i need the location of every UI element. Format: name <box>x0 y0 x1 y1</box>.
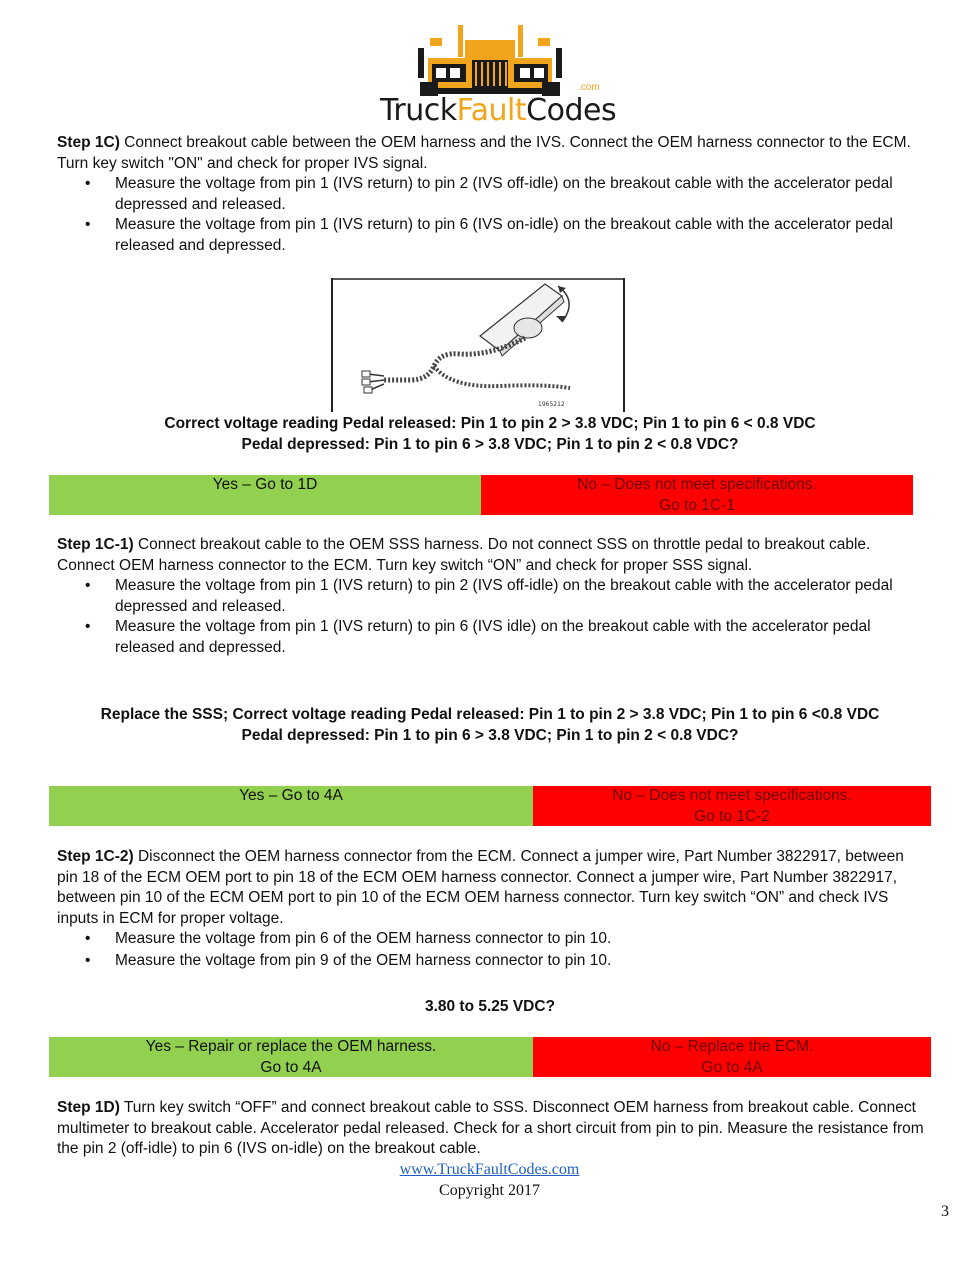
step-1c1-label: Step 1C-1) <box>57 536 134 553</box>
step-1c-label: Step 1C) <box>57 134 120 151</box>
figure-id: 1965212 <box>538 401 565 408</box>
yes-cell <box>49 786 533 826</box>
step-1c-text: Connect breakout cable between the OEM harness and the IVS. Connect the OEM harness connector to the ECM. Turn key switch "ON" and check for proper IVS signal. <box>57 134 911 172</box>
step-1c1-quote: “ON” <box>487 556 522 574</box>
step-1c1-bullets <box>57 576 927 658</box>
step-1d-paragraph <box>57 1098 927 1160</box>
throttle-pedal-illustration <box>330 276 626 412</box>
no-goto: Go to 1C-1 <box>659 496 735 514</box>
yes-cell <box>49 475 481 515</box>
step-1c2-quote: switch “ON” <box>703 889 785 906</box>
list-item: • Measure the voltage from pin 1 (IVS return) to pin 6 (IVS on-idle) on the breakout cable with the accelerator pedal released and depressed. <box>57 215 927 256</box>
question-line: Pedal depressed: Pin 1 to pin 6 > 3.8 VDC; Pin 1 to pin 2 < 0.8 VDC? <box>241 435 739 453</box>
list-item: • Measure the voltage from pin 9 of the OEM harness connector to pin 10. <box>57 951 927 972</box>
step-1c2-question: 3.80 to 5.25 VDC? <box>424 998 556 1015</box>
yes-label: Yes – Repair or replace the OEM harness. <box>145 1038 437 1055</box>
logo-word-truck: Truck <box>380 93 457 128</box>
step-1c-bullets <box>57 174 927 256</box>
no-label: No – Does not meet specifications. <box>577 476 817 493</box>
page-number: 3 <box>941 1203 949 1220</box>
yes-cell <box>49 1037 533 1077</box>
step-1c2-text: Disconnect the OEM harness connector from the ECM. Connect a jumper wire, Part Number 3822917, between pin 18 of the ECM OEM port to pin 18 of the ECM OEM harness connector. Connect a jumper wire, Part Number 3822917, between pin 10 of the ECM OEM port to pin 10 of the ECM OEM harness connector. Turn key <box>57 848 904 906</box>
step-1c1-decision-bar <box>49 786 931 826</box>
truck-logo-icon <box>370 20 610 100</box>
no-cell <box>533 786 931 826</box>
yes-goto: Go to 4A <box>260 1058 322 1076</box>
step-1d-section <box>57 1098 927 1160</box>
yes-label: Yes – Go to 1D <box>212 476 318 493</box>
footer-copyright: Copyright 2017 <box>439 1182 540 1199</box>
step-1c-paragraph <box>57 133 927 174</box>
no-goto: Go to 1C-2 <box>694 807 770 825</box>
logo-wordmark <box>380 94 616 128</box>
question-line: Replace the SSS; Correct voltage reading Pedal released: Pin 1 to pin 2 > 3.8 VDC; Pin 1 to pin 6 <0.8 VDC <box>100 706 880 723</box>
step-1c2-bullets <box>57 929 927 971</box>
yes-label: Yes – Go to 4A <box>239 787 343 804</box>
no-cell <box>481 475 913 515</box>
step-1c1-text-end: and check for proper SSS signal. <box>521 556 753 574</box>
no-cell <box>533 1037 931 1077</box>
step-1c2-paragraph <box>57 847 927 929</box>
step-1c1-section <box>57 535 927 658</box>
step-1c1-question <box>60 705 920 746</box>
step-1c2-decision-bar <box>49 1037 931 1077</box>
step-1c1-paragraph <box>57 535 927 576</box>
list-item: • Measure the voltage from pin 6 of the OEM harness connector to pin 10. <box>57 929 927 950</box>
step-1c-decision-bar <box>49 475 913 515</box>
question-line: Correct voltage reading Pedal released: Pin 1 to pin 2 > 3.8 VDC; Pin 1 to pin 6 < 0.8 VDC <box>164 415 816 432</box>
step-1c-question <box>50 414 930 455</box>
list-item: • Measure the voltage from pin 1 (IVS return) to pin 2 (IVS off-idle) on the breakout cable with the accelerator pedal depressed and released. <box>57 174 927 215</box>
question-line: Pedal depressed: Pin 1 to pin 6 > 3.8 VDC; Pin 1 to pin 2 < 0.8 VDC? <box>241 726 739 744</box>
logo-word-fault: Fault <box>456 93 527 128</box>
list-item: • Measure the voltage from pin 1 (IVS return) to pin 6 (IVS idle) on the breakout cable with the accelerator pedal released and depressed. <box>57 617 927 658</box>
logo-domain-suffix: .com <box>578 82 600 93</box>
no-label: No – Replace the ECM. <box>650 1038 814 1055</box>
no-label: No – Does not meet specifications. <box>612 787 852 804</box>
step-1c2-text-end: and check IVS inputs in ECM for proper voltage. <box>57 889 889 927</box>
pedal-sensor-figure <box>330 276 626 412</box>
step-1c2-section <box>57 847 927 971</box>
list-item: • Measure the voltage from pin 1 (IVS return) to pin 2 (IVS off-idle) on the breakout cable with the accelerator pedal depressed and released. <box>57 576 927 617</box>
step-1c1-text: Connect breakout cable to the OEM SSS harness. Do not connect SSS on throttle pedal to breakout cable. Connect OEM harness connector to the ECM. Turn key switch <box>57 536 871 574</box>
step-1d-label: Step 1D) <box>57 1099 120 1116</box>
site-logo <box>370 20 617 130</box>
footer-website-link[interactable]: www.TruckFaultCodes.com <box>399 1161 580 1178</box>
step-1c-section <box>57 133 927 256</box>
step-1d-text: Turn key switch “OFF” and connect breakout cable to SSS. Disconnect OEM harness from breakout cable. Connect multimeter to breakout cable. Accelerator pedal released. Check for a short circuit from pin to pin. Measure the resistance from the pin 2 (off-idle) to pin 6 (IVS on-idle) on the breakout cable. <box>57 1099 924 1157</box>
step-1c2-label: Step 1C-2) <box>57 848 134 865</box>
no-goto: Go to 4A <box>701 1058 763 1076</box>
logo-word-codes: Codes <box>526 93 617 128</box>
